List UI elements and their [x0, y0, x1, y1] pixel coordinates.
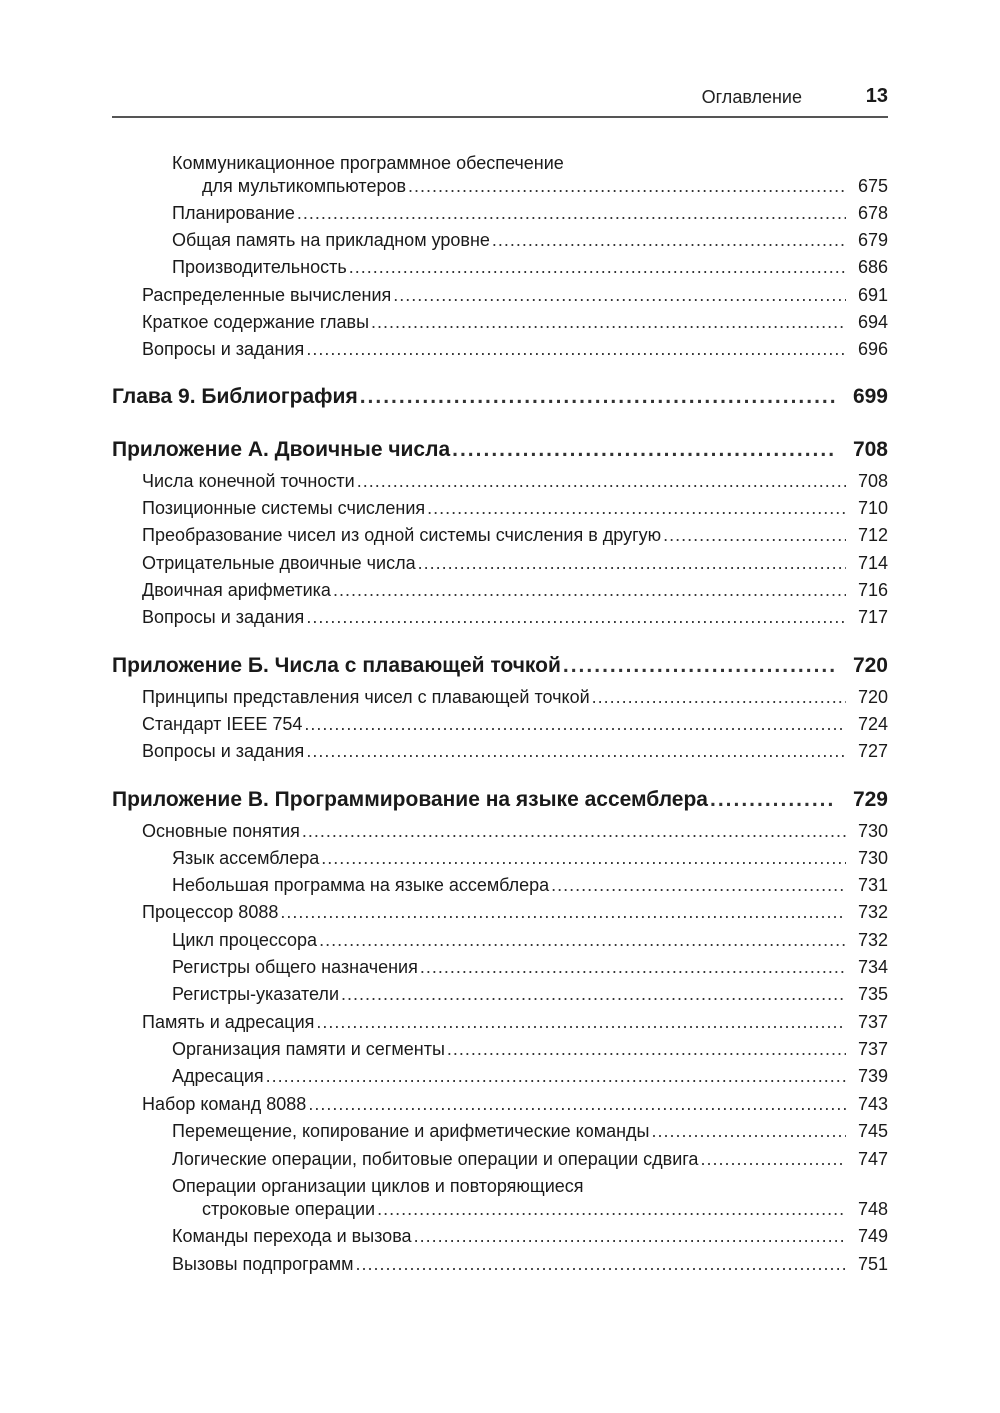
toc-entry-title: Основные понятия [142, 821, 300, 841]
toc-entry-page: 730 [857, 821, 888, 841]
toc-entry-page: 751 [857, 1254, 888, 1274]
toc-entry-title: Язык ассемблера [172, 848, 320, 868]
toc-entry-title: Преобразование чисел из одной системы счисления в другую [142, 525, 662, 545]
toc-entry-title: Перемещение, копирование и арифметические команды [172, 1121, 650, 1141]
toc-chapter-page: 708 [852, 438, 888, 461]
toc-entry-first-line: Коммуникационное программное обеспечение [172, 153, 564, 173]
toc-entry-title: Вопросы и задания [142, 607, 305, 627]
dot-leader [651, 1120, 846, 1142]
toc-chapter-page: 720 [852, 654, 888, 677]
dot-leader [710, 787, 836, 813]
dot-leader [492, 229, 846, 251]
toc-entry-title: Стандарт IEEE 754 [142, 714, 303, 734]
dot-leader [700, 1148, 846, 1170]
toc-entry-page: 748 [857, 1199, 888, 1219]
dot-leader [266, 1065, 846, 1087]
toc-entry-title: Регистры-указатели [172, 984, 339, 1004]
dot-leader [306, 606, 846, 628]
dot-leader [592, 686, 846, 708]
toc-entry-title: Числа конечной точности [142, 471, 355, 491]
dot-leader [319, 929, 846, 951]
toc-entry-page: 732 [857, 902, 888, 922]
toc-entry-page: 737 [857, 1012, 888, 1032]
toc-entry-title: Распределенные вычисления [142, 285, 392, 305]
toc-entry-page: 743 [857, 1094, 888, 1114]
toc-entry-title: Краткое содержание главы [142, 312, 370, 332]
dot-leader [297, 202, 846, 224]
toc-entry-page: 675 [857, 176, 888, 196]
toc-entry-title: строковые операции [202, 1199, 376, 1219]
toc-entry-page: 691 [857, 285, 888, 305]
toc-entry-title: Процессор 8088 [142, 902, 279, 922]
toc-entry-title: Организация памяти и сегменты [172, 1039, 445, 1059]
toc-entry-page: 716 [857, 580, 888, 600]
toc-entry-title: Общая память на прикладном уровне [172, 230, 490, 250]
dot-leader [447, 1038, 846, 1060]
dot-leader [357, 470, 846, 492]
dot-leader [663, 524, 846, 546]
dot-leader [321, 847, 846, 869]
dot-leader [418, 552, 846, 574]
toc-entry-page: 749 [857, 1226, 888, 1246]
toc-entry-title: Адресация [172, 1066, 264, 1086]
toc-entry-page: 720 [857, 687, 888, 707]
toc-entry-page: 734 [857, 957, 888, 977]
dot-leader [563, 653, 836, 679]
toc-chapter-title: Приложение В. Программирование на языке ассемблера [112, 788, 708, 811]
toc-entry-page: 732 [857, 930, 888, 950]
toc-entry-page: 739 [857, 1066, 888, 1086]
dot-leader [452, 437, 836, 463]
toc-entry-page: 745 [857, 1121, 888, 1141]
toc-entry-page: 678 [857, 203, 888, 223]
toc-entry-title: Принципы представления чисел с плавающей точкой [142, 687, 590, 707]
dot-leader [304, 713, 846, 735]
dot-leader [306, 740, 846, 762]
toc-entry-page: 727 [857, 741, 888, 761]
toc-entry-page: 679 [857, 230, 888, 250]
toc-chapter-page: 699 [852, 385, 888, 408]
toc-entry-title: Цикл процессора [172, 930, 318, 950]
toc-entry-page: 686 [857, 257, 888, 277]
dot-leader [393, 284, 846, 306]
toc-entry-page: 731 [857, 875, 888, 895]
running-header [112, 84, 888, 112]
toc-entry-title: Логические операции, побитовые операции и операции сдвига [172, 1149, 699, 1169]
toc-chapter-title: Приложение Б. Числа с плавающей точкой [112, 654, 561, 677]
toc-entry-title: Вопросы и задания [142, 741, 305, 761]
toc-entry-title: Отрицательные двоичные числа [142, 553, 416, 573]
toc-chapter-page: 729 [852, 788, 888, 811]
toc-chapter-title: Приложение А. Двоичные числа [112, 438, 451, 461]
toc-entry-page: 714 [857, 553, 888, 573]
dot-leader [316, 1011, 846, 1033]
toc-entry-title: Небольшая программа на языке ассемблера [172, 875, 550, 895]
toc-entry-page: 737 [857, 1039, 888, 1059]
dot-leader [355, 1253, 846, 1275]
toc-entry-page: 747 [857, 1149, 888, 1169]
toc-entry-page: 696 [857, 339, 888, 359]
toc-entry-title: для мультикомпьютеров [202, 176, 407, 196]
toc-entry-page: 694 [857, 312, 888, 332]
toc-entry-first-line: Операции организации циклов и повторяющиеся [172, 1176, 584, 1196]
toc-entry-page: 712 [857, 525, 888, 545]
toc-entry-page: 735 [857, 984, 888, 1004]
toc-entry-page: 724 [857, 714, 888, 734]
dot-leader [308, 1093, 846, 1115]
dot-leader [360, 384, 836, 410]
toc-entry-title: Набор команд 8088 [142, 1094, 307, 1114]
toc-entry-page: 717 [857, 607, 888, 627]
toc-entry-title: Память и адресация [142, 1012, 315, 1032]
dot-leader [302, 820, 846, 842]
header-rule [112, 116, 888, 118]
toc-entry-title: Команды перехода и вызова [172, 1226, 412, 1246]
dot-leader [414, 1225, 846, 1247]
toc-entry-title: Вопросы и задания [142, 339, 305, 359]
toc-entry-page: 710 [857, 498, 888, 518]
dot-leader [333, 579, 846, 601]
toc-entry-title: Планирование [172, 203, 295, 223]
toc-entry-title: Позиционные системы счисления [142, 498, 426, 518]
toc-entry-title: Вызовы подпрограмм [172, 1254, 354, 1274]
dot-leader [377, 1198, 846, 1220]
dot-leader [420, 956, 846, 978]
toc-entry-page: 730 [857, 848, 888, 868]
toc-entry-title: Двоичная арифметика [142, 580, 331, 600]
toc-entry-title: Регистры общего назначения [172, 957, 418, 977]
running-header-title: Оглавление [701, 87, 802, 107]
toc-entry-page: 708 [857, 471, 888, 491]
dot-leader [341, 983, 846, 1005]
page-number: 13 [865, 85, 888, 107]
toc-chapter-title: Глава 9. Библиография [112, 385, 358, 408]
dot-leader [427, 497, 846, 519]
dot-leader [306, 338, 846, 360]
dot-leader [280, 901, 846, 923]
toc-entry-title: Производительность [172, 257, 347, 277]
dot-leader [371, 311, 846, 333]
dot-leader [408, 175, 846, 197]
dot-leader [551, 874, 846, 896]
dot-leader [349, 256, 846, 278]
